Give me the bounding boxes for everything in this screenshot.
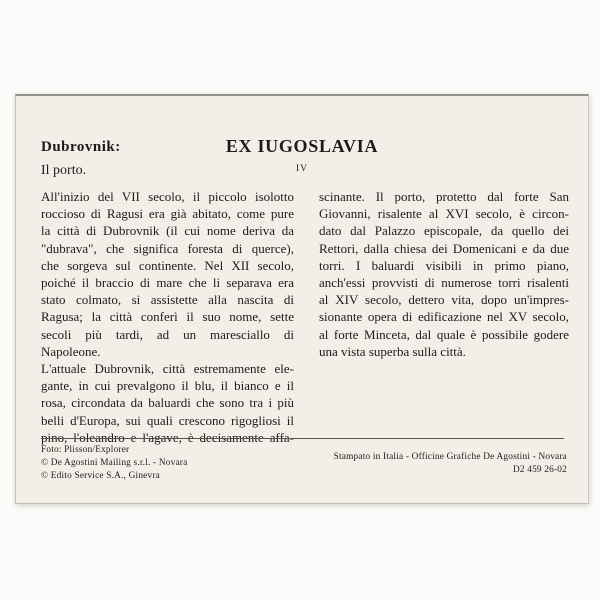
credits-printer-code [334, 451, 567, 477]
text-line: torri. I baluardi visibili in primo piano, [319, 257, 569, 273]
text-line: Napoleone. [41, 343, 101, 359]
text-line: che sorgeva sul continente. Nel XII secolo, [41, 257, 294, 273]
text-line: pino, l'oleandro e l'agave, è decisamente affa- [41, 429, 294, 445]
text-column-right [319, 188, 569, 360]
text-line: L'attuale Dubrovnik, città estremamente ele- [41, 361, 294, 377]
series-title: EX IUGOSLAVIA [225, 136, 379, 156]
text-line: belli d'Europa, sui quali crescono rigogliosi il [41, 412, 294, 428]
text-column-left [41, 188, 294, 446]
text-line: poiché il braccio di mare che li separava era [41, 275, 294, 291]
text-line: anch'essi provvisti di numerose torri risalenti [319, 275, 569, 291]
text-line: secoli più tardi, ad un maresciallo di [41, 326, 294, 342]
text-line: All'inizio del VII secolo, il piccolo isolotto [41, 189, 294, 204]
text-line: © Edito Service S.A., Ginevra [41, 471, 160, 481]
text-line: scinante. Il porto, protetto dal forte San [319, 189, 569, 204]
series-number: IV [295, 164, 309, 174]
text-line: dato dal Palazzo episcopale, da quello dei [319, 223, 569, 239]
text-line: la città di Dubrovnik (il cui nome deriva da [41, 223, 294, 239]
credits-photo-publisher [41, 444, 187, 483]
text-line: al forte Minceta, dal quale è possibile godere [319, 326, 569, 342]
caption-subject: Il porto. [41, 163, 87, 178]
text-line: al XIV secolo, dettero vita, dopo un'impres- [319, 292, 569, 308]
text-line: sionante opera di edificazione nel XV secolo, [319, 309, 569, 325]
text-line: Ragusa; la città conferì il suo nome, sette [41, 309, 294, 325]
text-line: © De Agostini Mailing s.r.l. - Novara [41, 458, 188, 468]
text-line: Foto: Plisson/Explorer [41, 445, 130, 455]
postcard-back [15, 94, 589, 504]
text-line: rosa, circondata da baluardi che sono tra i più [41, 395, 294, 411]
text-line: una vista superba sulla città. [319, 343, 466, 359]
text-line: Rettori, dalla chiesa dei Domenicani e da due [319, 240, 569, 256]
text-line: "dubrava", che significa foresta di querce), [41, 240, 294, 256]
text-line: stato colmato, si assistette alla nascita di [41, 292, 294, 308]
text-line: gante, in cui prevalgono il blu, il bianco e il [41, 378, 294, 394]
footer-divider [41, 438, 564, 439]
text-line: Giovanni, risalente al XVI secolo, è circon- [319, 206, 569, 222]
text-line: Stampato in Italia - Officine Grafiche De Agostini - Novara [333, 452, 567, 462]
place-name: Dubrovnik: [41, 139, 121, 155]
text-line: roccioso di Ragusi era già abitato, come pure [41, 206, 294, 222]
text-line: D2 459 26-02 [512, 465, 567, 475]
